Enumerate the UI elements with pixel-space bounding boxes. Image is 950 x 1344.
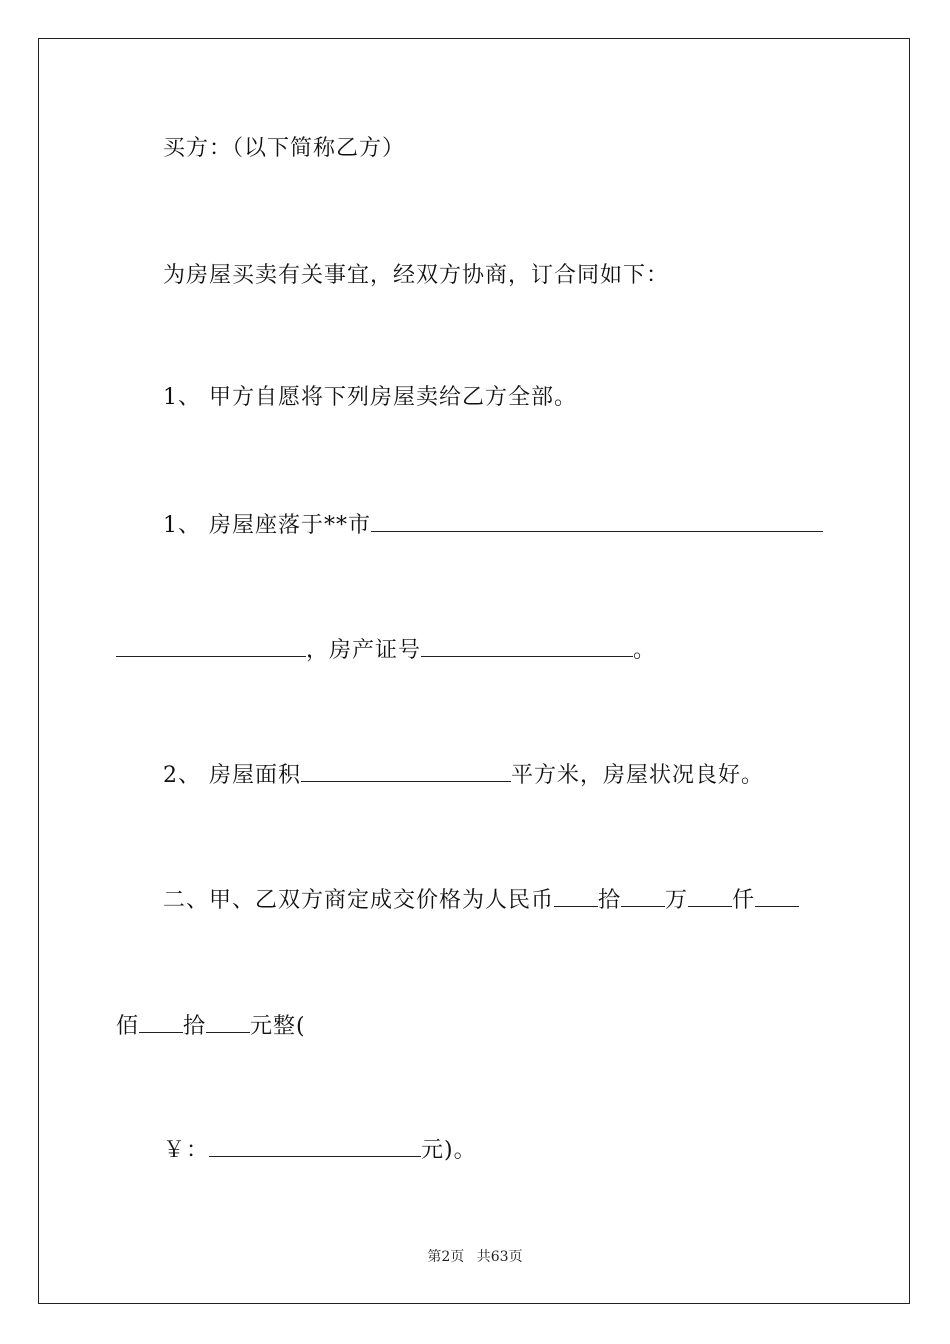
price-blank-3[interactable] xyxy=(688,884,732,907)
unit-wan: 万 xyxy=(665,888,689,913)
yen-suffix: 元)。 xyxy=(421,1138,477,1163)
intro-line xyxy=(163,261,669,291)
location-blank[interactable] xyxy=(371,509,823,532)
yen-line xyxy=(163,1134,477,1166)
item-1-line xyxy=(163,509,823,541)
buyer-text: 买方：（以下简称乙方） xyxy=(163,136,406,161)
price-blank-4[interactable] xyxy=(755,884,799,907)
clause-1-heading-line xyxy=(163,383,577,413)
price-blank-1[interactable] xyxy=(554,884,598,907)
clause-1-heading-text: 1、 甲方自愿将下列房屋卖给乙方全部。 xyxy=(163,385,577,410)
cert-label: ，房产证号 xyxy=(306,638,422,663)
item-1-prefix: 1、 房屋座落于**市 xyxy=(163,513,371,538)
yen-prefix: ￥： xyxy=(163,1138,210,1163)
item-1-cert-line xyxy=(116,634,656,666)
price-prefix: 二、甲、乙双方商定成交价格为人民币 xyxy=(163,888,555,913)
cert-end: 。 xyxy=(633,638,657,663)
unit-yuan-zheng: 元整( xyxy=(250,1014,306,1039)
unit-shi: 拾 xyxy=(598,888,622,913)
page-total: 共63页 xyxy=(476,1249,523,1265)
cert-number-blank[interactable] xyxy=(421,634,633,657)
price-blank-2[interactable] xyxy=(621,884,665,907)
page-border xyxy=(38,38,910,1304)
buyer-line xyxy=(163,134,405,164)
area-blank[interactable] xyxy=(301,759,511,782)
item-2-line xyxy=(163,759,764,791)
price-blank-6[interactable] xyxy=(206,1010,250,1033)
unit-shi-2: 拾 xyxy=(183,1014,207,1039)
item-2-prefix: 2、 房屋面积 xyxy=(163,763,301,788)
yen-amount-blank[interactable] xyxy=(209,1134,421,1157)
page-footer xyxy=(0,1248,950,1266)
unit-bai: 佰 xyxy=(116,1014,140,1039)
price-line xyxy=(163,884,799,916)
price-line-2 xyxy=(116,1010,306,1042)
intro-text: 为房屋买卖有关事宜，经双方协商，订合同如下： xyxy=(163,263,670,288)
location-blank-continued[interactable] xyxy=(116,634,306,657)
item-2-suffix: 平方米，房屋状况良好。 xyxy=(511,763,765,788)
unit-qian: 仟 xyxy=(732,888,756,913)
price-blank-5[interactable] xyxy=(139,1010,183,1033)
page-number: 第2页 xyxy=(427,1249,465,1265)
